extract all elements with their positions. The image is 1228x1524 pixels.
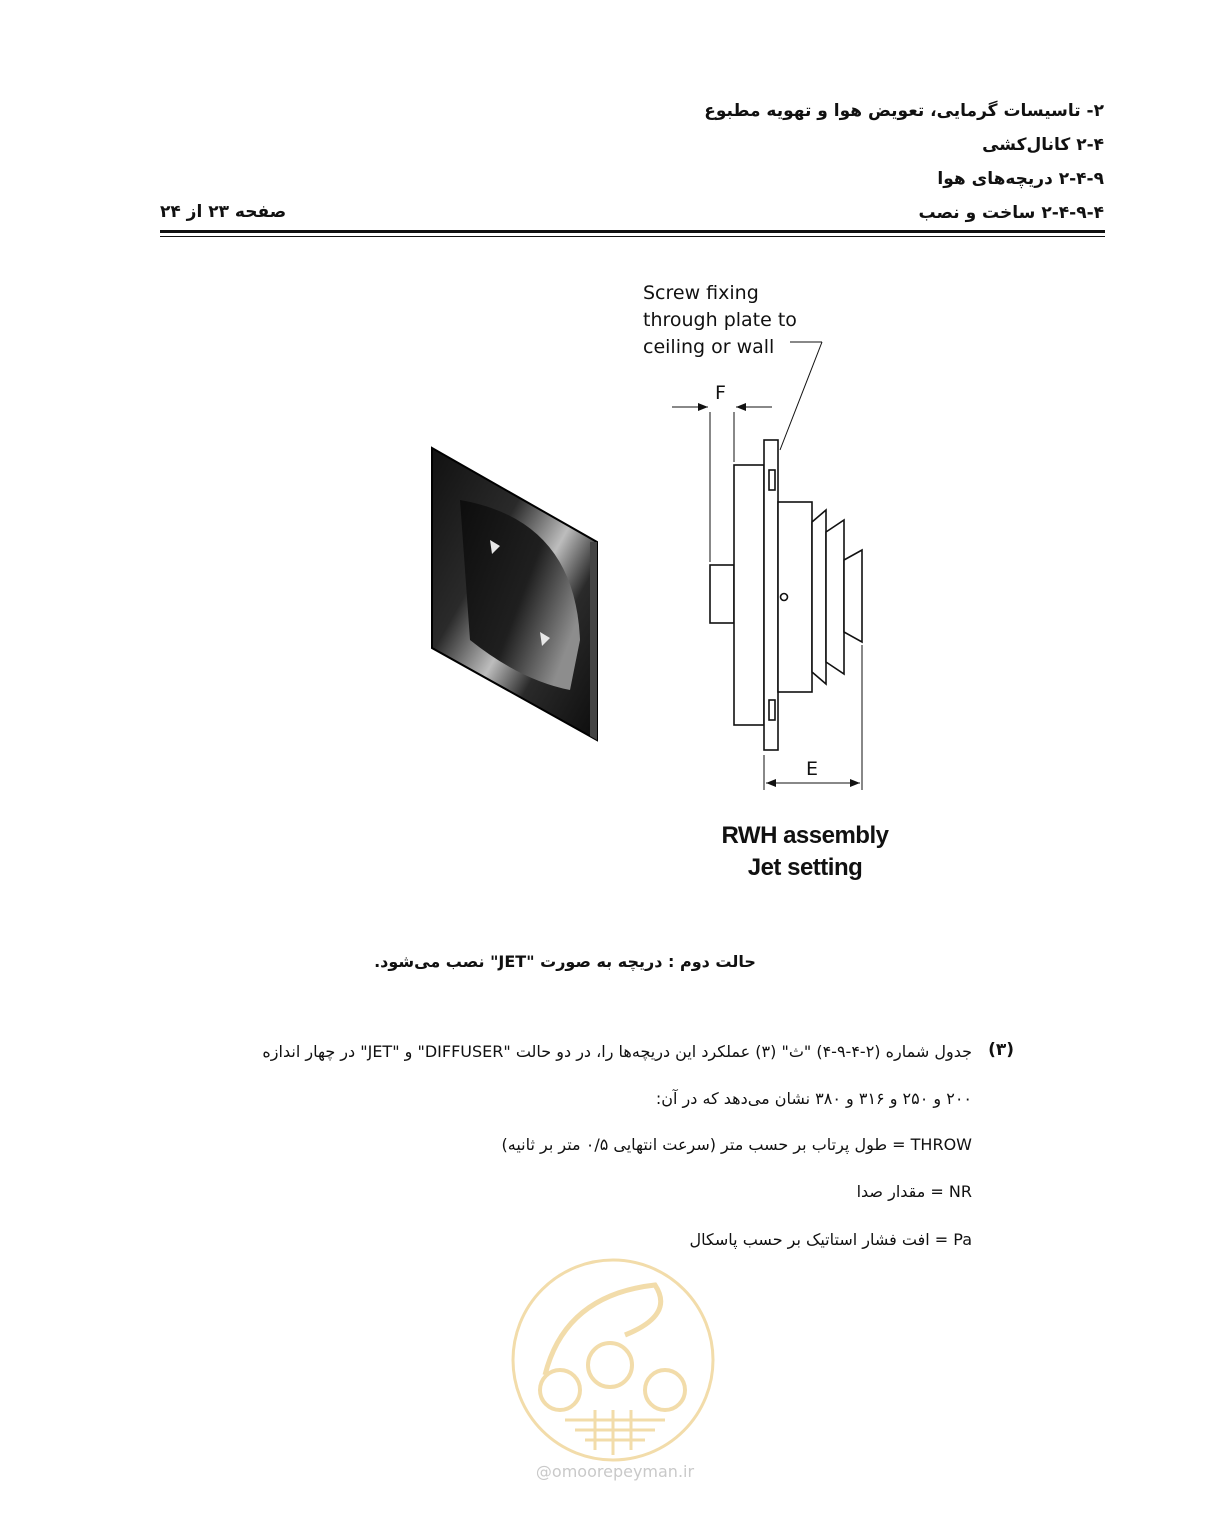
dimension-f-label: F bbox=[715, 382, 726, 404]
screw-fixing-label-3: ceiling or wall bbox=[643, 336, 775, 358]
dimension-e-label: E bbox=[806, 758, 819, 780]
diffuser-figure bbox=[400, 270, 920, 910]
case-two-statement: حالت دوم : دریچه به صورت "JET" نصب می‌شود. bbox=[374, 952, 756, 971]
header-subsection: ۲-۴-۹ دریچه‌های هوا bbox=[937, 169, 1104, 189]
omoorepeyman-seal-icon bbox=[505, 1255, 721, 1465]
figure-caption-line-2: Jet setting bbox=[747, 854, 863, 881]
header-section: ۲-۴ کانال‌کشی bbox=[982, 135, 1104, 155]
definition-nr: NR = مقدار صدا bbox=[856, 1182, 972, 1201]
header-rule bbox=[160, 230, 1105, 233]
diffuser-side-view bbox=[672, 342, 862, 790]
page-number: صفحه ۲۳ از ۲۴ bbox=[160, 202, 287, 222]
paragraph-line-2: ۲۰۰ و ۲۵۰ و ۳۱۶ و ۳۸۰ نشان می‌دهد که در آن: bbox=[655, 1089, 972, 1108]
definition-throw: THROW = طول پرتاب بر حسب متر (سرعت انتهایی ۰/۵ متر بر ثانیه) bbox=[501, 1135, 972, 1154]
paragraph-line-1: جدول شماره (۲-۴-۹-۴) "ث" (۳) عملکرد این دریچه‌ها را، در دو حالت "DIFFUSER" و "JET" در چهار اندازه bbox=[262, 1042, 972, 1061]
item-number: (۳) bbox=[988, 1040, 1014, 1060]
diffuser-photo bbox=[432, 448, 597, 740]
diffuser-drawing bbox=[400, 270, 920, 910]
screw-fixing-label-2: through plate to bbox=[643, 309, 797, 331]
figure-caption bbox=[690, 820, 920, 884]
header-chapter: ۲- تاسیسات گرمایی، تعویض هوا و تهویه مطبوع bbox=[704, 101, 1104, 121]
screw-fixing-label-1: Screw fixing bbox=[643, 282, 759, 304]
figure-caption-line-1: RWH assembly bbox=[721, 822, 889, 849]
header-topic: ۲-۴-۹-۴ ساخت و نصب bbox=[918, 203, 1104, 223]
definition-pa: Pa = افت فشار استاتیک بر حسب پاسکال bbox=[689, 1230, 972, 1249]
header-rule-thin bbox=[160, 236, 1105, 237]
watermark-text: @omoorepeyman.ir bbox=[535, 1462, 695, 1481]
